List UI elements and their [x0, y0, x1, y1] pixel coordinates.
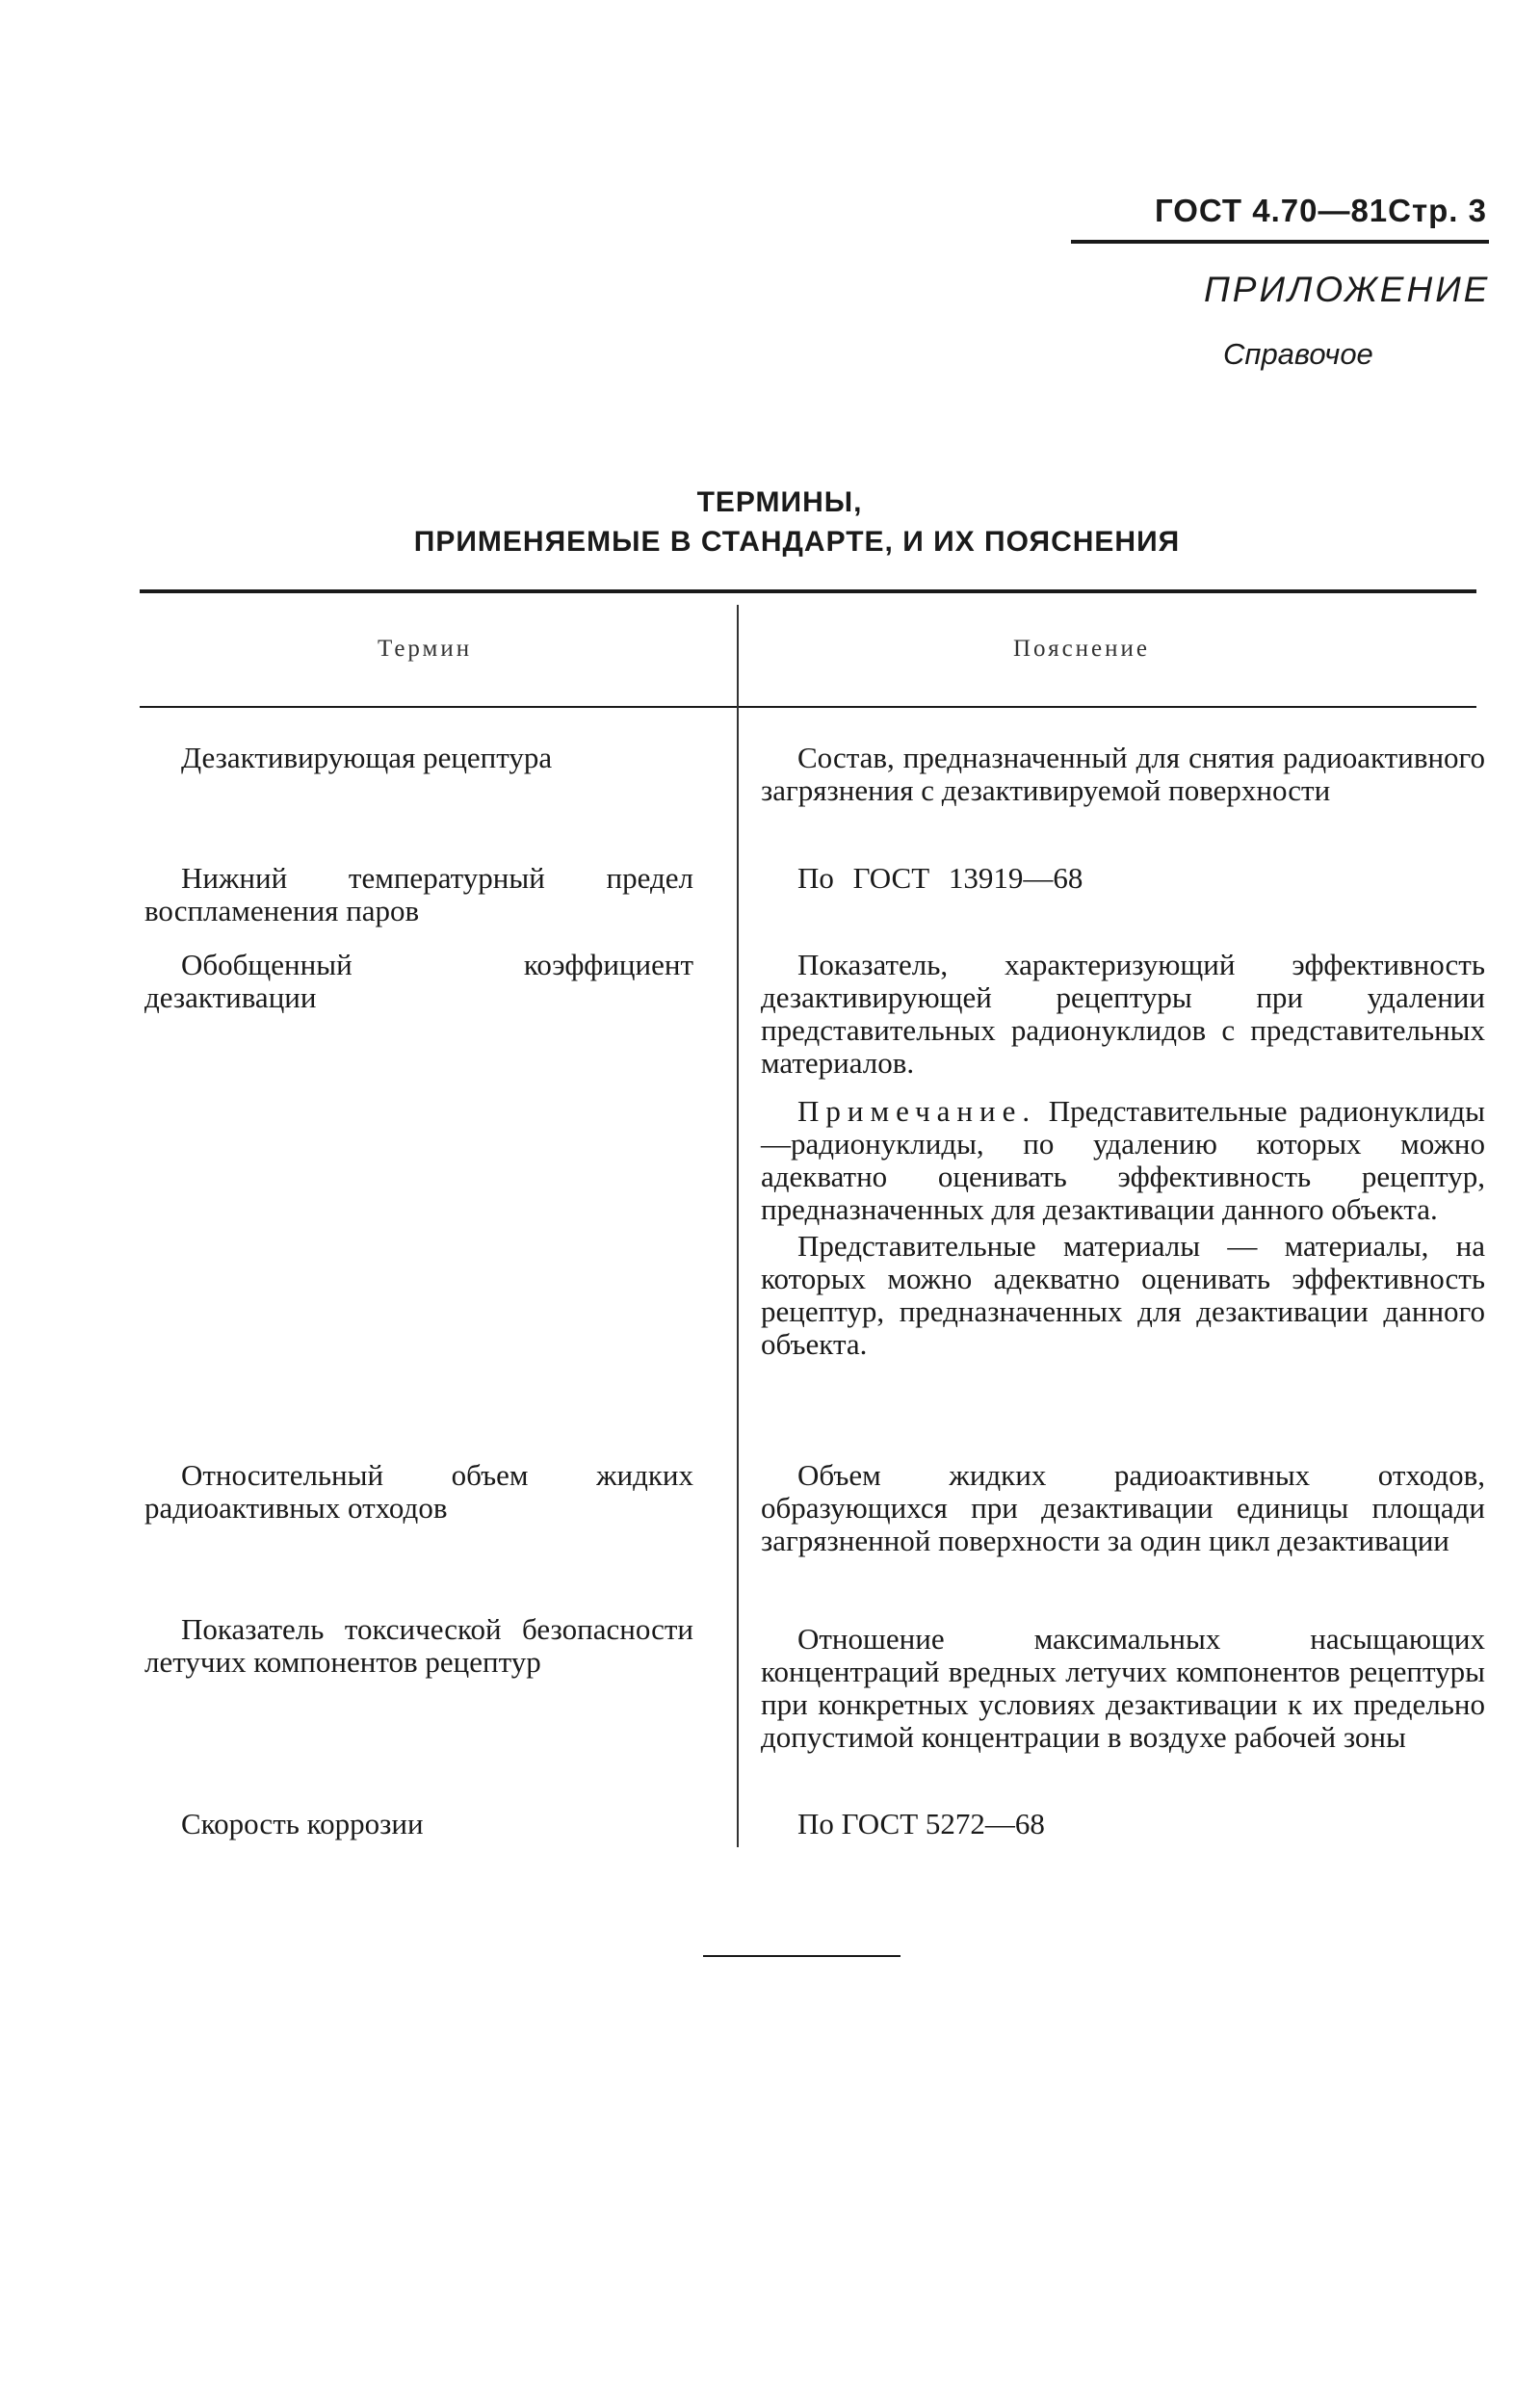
table-row-explanation: Отношение максимальных насыщающих концентраций вредных летучих компонентов рецептуры при конкретных условиях дезактивации к их предельно допустимой концентрации в воздухе рабочей зоны	[761, 1622, 1485, 1754]
explanation-paragraph: Показатель, характеризующий эффективность дезактивирующей рецептуры при удалении представительных радионуклидов с представительных материалов.	[761, 948, 1485, 1080]
page-number: Стр. 3	[1388, 193, 1487, 228]
table-row-term: Дезактивирующая рецептура	[181, 741, 553, 774]
table-row-term: Скорость коррозии	[181, 1807, 424, 1840]
table-row-term: Относительный объем жидких радиоактивных отходов	[144, 1458, 693, 1525]
page-title-line1: ТЕРМИНЫ,	[696, 486, 863, 518]
note-text: Представительные радионуклиды—радионуклиды, по удалению которых можно адекватно оценивать эффективность рецептур, предназначенных для дезактивации данного объекта.	[761, 1094, 1485, 1226]
appendix-label: ПРИЛОЖЕНИЕ	[1204, 270, 1491, 309]
column-header-explanation: Пояснение	[1013, 636, 1151, 662]
table-row-explanation: По ГОСТ 5272—68	[797, 1807, 1045, 1840]
table-row-explanation: По ГОСТ 13919—68	[797, 861, 1083, 895]
table-row-explanation-group	[761, 949, 1485, 1361]
table-row-explanation: Объем жидких радиоактивных отходов, образующихся при дезактивации единицы площади загрязненной поверхности за один цикл дезактивации	[761, 1458, 1485, 1557]
column-header-term: Термин	[378, 636, 473, 662]
header-rule	[1071, 240, 1489, 244]
running-header	[1155, 193, 1487, 229]
page-title-line2: ПРИМЕНЯЕМЫЕ В СТАНДАРТЕ, И ИХ ПОЯСНЕНИЯ	[413, 526, 1181, 558]
note-paragraph	[761, 1095, 1485, 1226]
table-row-term: Обобщенный коэффициент дезактивации	[144, 948, 693, 1014]
standard-number: ГОСТ 4.70—81	[1154, 193, 1389, 228]
column-divider	[737, 605, 739, 1847]
appendix-kind: Справочое	[1223, 337, 1373, 371]
table-row-explanation: Состав, предназначенный для снятия радиоактивного загрязнения с дезактивируемой поверхности	[761, 741, 1485, 807]
table-header-rule	[140, 706, 1476, 708]
table-top-rule	[140, 589, 1476, 593]
end-rule	[703, 1955, 901, 1957]
table-row-term: Показатель токсической безопасности летучих компонентов рецептур	[144, 1612, 693, 1679]
table-row-term: Нижний температурный предел воспламенения паров	[144, 861, 693, 927]
note-label: Примечание.	[797, 1094, 1037, 1128]
note-paragraph-2: Представительные материалы — материалы, на которых можно адекватно оценивать эффективность рецептур, предназначенных для дезактивации данного объекта.	[761, 1229, 1485, 1361]
